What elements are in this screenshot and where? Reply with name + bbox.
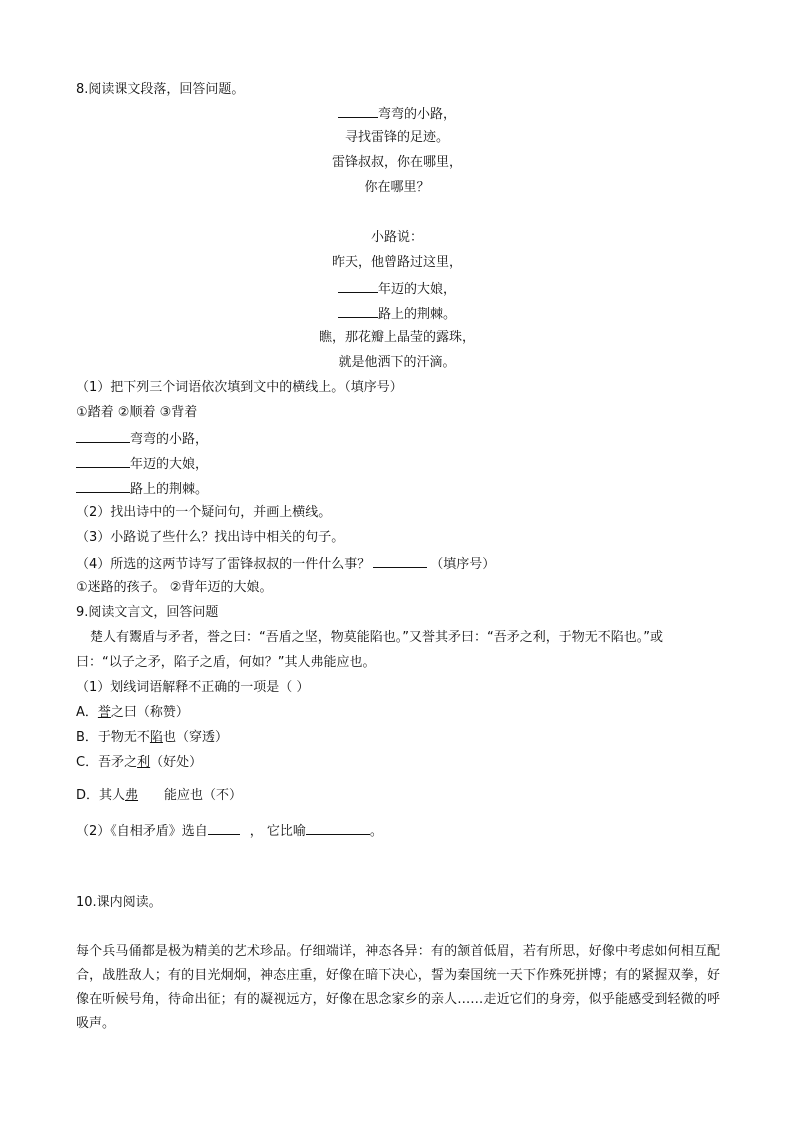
option-b-label: B．于物无不 xyxy=(76,730,150,745)
q9-option-b[interactable] xyxy=(76,730,228,746)
q9-sub2-text-c: 。 xyxy=(369,824,383,839)
q8-sub4-blank[interactable] xyxy=(373,555,427,568)
fill-text-3: 路上的荆棘。 xyxy=(130,482,209,497)
q9-sub2-blank-1[interactable] xyxy=(208,822,240,835)
q8-sub3: （3）小路说了些什么？找出诗中相关的句子。 xyxy=(76,530,345,545)
option-d-label: D．其人 xyxy=(76,788,126,803)
q9-sub2-blank-2[interactable] xyxy=(306,822,370,835)
option-a-text: 之曰（称赞） xyxy=(110,705,189,720)
poem-line-7 xyxy=(0,280,794,298)
q8-sub4-hint: （填序号） xyxy=(430,557,496,572)
fill-blank-2[interactable] xyxy=(76,455,130,468)
option-c-label: C．吾矛之 xyxy=(76,755,138,770)
option-d-text: 能应也（不） xyxy=(164,788,243,803)
poem-line-9: 瞧，那花瓣上晶莹的露珠， xyxy=(318,330,475,345)
q9-option-d[interactable] xyxy=(76,788,242,804)
poem-blank-1[interactable] xyxy=(338,105,378,118)
poem-line-5: 小路说： xyxy=(370,230,423,245)
q8-sub2: （2）找出诗中的一个疑问句，并画上横线。 xyxy=(76,505,332,520)
q8-fill-line-2 xyxy=(76,455,208,473)
q8-sub1: （1）把下列三个词语依次填到文中的横线上。（填序号） xyxy=(76,380,403,395)
q9-text-line-2: 曰：“以子之矛，陷子之盾，何如？”其人弗能应也。 xyxy=(76,655,376,670)
q9-title: 9.阅读文言文，回答问题 xyxy=(76,605,219,620)
fill-blank-1[interactable] xyxy=(76,430,130,443)
poem-blank-3[interactable] xyxy=(338,305,378,318)
option-a-label: A． xyxy=(76,705,98,720)
q10-paragraph: 每个兵马俑都是极为精美的艺术珍品。仔细端详，神态各异：有的颔首低眉，若有所思，好像中考虑如何相互配合，战胜敌人；有的目光炯炯，神态庄重，好像在暗下决心，誓为秦国统一天下作殊死拼博；有的紧握双拳，好像在听候号角，待命出征；有的凝视远方，好像在思念家乡的亲人……走近它们的身旁，似乎能感受到轻微的呼吸声。 xyxy=(76,944,720,1031)
poem-line-8 xyxy=(0,305,794,323)
poem-line-10: 就是他洒下的汗滴。 xyxy=(338,355,456,370)
option-c-text: （好处） xyxy=(150,755,203,770)
option-c-underlined: 利 xyxy=(137,755,151,770)
poem-line-4: 你在哪里？ xyxy=(364,180,430,195)
q8-sub4-options: ①迷路的孩子。 ②背年迈的大娘。 xyxy=(76,580,273,595)
q8-sub4 xyxy=(76,555,495,573)
option-b-text: 也（穿透） xyxy=(162,730,228,745)
q9-sub2-text-a: （2）《自相矛盾》选自 xyxy=(76,824,208,839)
q8-fill-line-3 xyxy=(76,480,208,498)
q9-option-a[interactable] xyxy=(76,705,189,721)
poem-line-2: 寻找雷锋的足迹。 xyxy=(344,130,449,145)
poem-line-1-text: 弯弯的小路， xyxy=(377,107,456,122)
q8-sub4-text: （4）所选的这两节诗写了雷锋叔叔的一件什么事？ xyxy=(76,557,371,572)
q8-fill-line-1 xyxy=(76,430,208,448)
q9-sub2 xyxy=(76,822,383,840)
poem-line-6: 昨天，他曾路过这里， xyxy=(331,255,462,270)
poem-line-7-text: 年迈的大娘， xyxy=(377,282,456,297)
poem-line-1 xyxy=(0,105,794,123)
q9-sub2-text-b: ， 它比喻 xyxy=(249,824,306,839)
option-d-underlined: 弗 xyxy=(125,788,139,803)
fill-text-1: 弯弯的小路， xyxy=(130,432,209,447)
q9-text-line-1: 楚人有鬻盾与矛者，誉之曰：“吾盾之坚，物莫能陷也。”又誉其矛曰：“吾矛之利，于物无不陷也。”或 xyxy=(90,630,663,645)
q9-sub1: （1）划线词语解释不正确的一项是（ ） xyxy=(76,680,310,695)
fill-text-2: 年迈的大娘， xyxy=(130,457,209,472)
option-b-underlined: 陷 xyxy=(149,730,163,745)
poem-line-3: 雷锋叔叔，你在哪里， xyxy=(331,155,462,170)
poem-blank-2[interactable] xyxy=(338,280,378,293)
option-a-underlined: 誉 xyxy=(97,705,111,720)
fill-blank-3[interactable] xyxy=(76,480,130,493)
poem-line-8-text: 路上的荆棘。 xyxy=(377,307,456,322)
q8-title: 8.阅读课文段落，回答问题。 xyxy=(76,82,245,97)
q10-title: 10.课内阅读。 xyxy=(76,895,162,910)
q9-option-c[interactable] xyxy=(76,755,202,771)
q8-options: ①踏着 ②顺着 ③背着 xyxy=(76,405,198,420)
